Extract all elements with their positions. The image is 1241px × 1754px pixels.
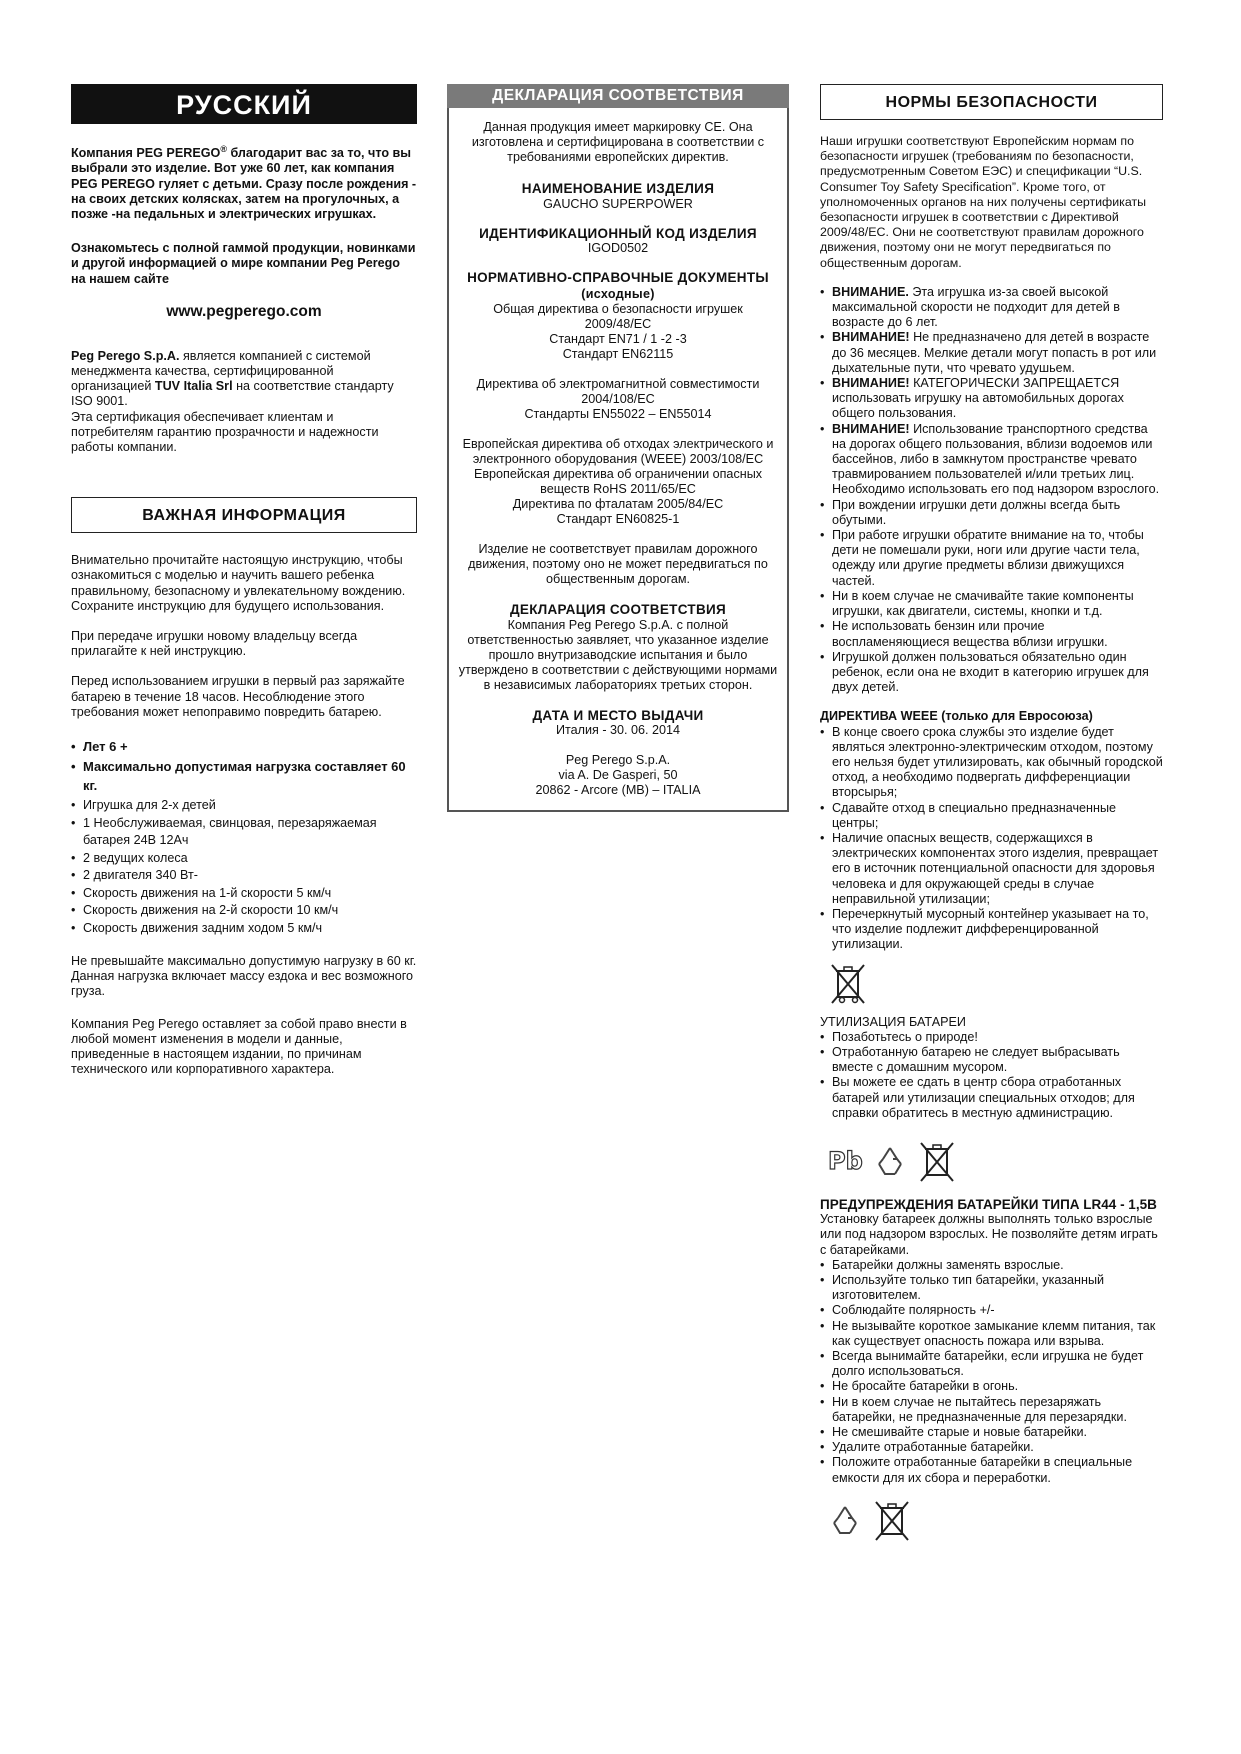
intro-text: благодарит вас за то, что вы выбрали это изделие. Вот уже 60 лет, как компания PEG PEREGO гуляет с детьми. Сразу после рождения - на своих детских колясках, затем на прогулочных, а позже -на педальных и электрических игрушках. (71, 146, 417, 221)
declaration-title: ДЕКЛАРАЦИЯ СООТВЕТСТВИЯ (447, 84, 789, 108)
spec-item: • Скорость движения на 1-й скорости 5 км/ч (71, 885, 417, 903)
company-paragraph (71, 349, 417, 410)
recycle-icon (873, 1144, 907, 1178)
important-p3: Перед использованием игрушки в первый раз заряжайте батарею в течение 18 часов. Несоблюдение этого требования может непоправимо повредить батарею. (71, 674, 405, 719)
lr44-item: • Соблюдайте полярность +/- (820, 1303, 1163, 1318)
lr44-list (820, 1258, 1163, 1486)
weee-title (820, 709, 1163, 724)
battery-disposal-list (820, 1030, 1163, 1121)
lr44-item: • Не бросайте батарейки в огонь. (820, 1379, 1163, 1394)
norm-docs-1: Общая директива о безопасности игрушек (493, 302, 743, 316)
warning-item: • Не использовать бензин или прочие воспламеняющиеся вещества вблизи игрушки. (820, 619, 1163, 649)
company-iso: на соответствие стандарту ISO 9001. (71, 379, 394, 409)
weee-item: • Перечеркнутый мусорный контейнер указывает на то, что изделие подлежит дифференцированной утилизации. (820, 907, 1163, 953)
product-name-title: НАИМЕНОВАНИЕ ИЗДЕЛИЯ (521, 181, 715, 196)
lr44-item: • Батарейки должны заменять взрослые. (820, 1258, 1163, 1273)
spec-item: • 2 двигателя 340 Вт- (71, 867, 417, 885)
intro-paragraph (71, 142, 417, 222)
spec-bold-list (71, 737, 417, 795)
lr44-item: • Удалите отработанные батарейки. (820, 1440, 1163, 1455)
phthalate-directive: Директива по фталатам 2005/84/ЕС (512, 497, 724, 511)
battery-icon-row (828, 1139, 1163, 1183)
battery-disposal-item: • Вы можете ее сдать в центр сбора отработанных батарей или утилизации специальных отходов; для справки обратитесь в местную администрацию. (820, 1075, 1163, 1121)
norm-docs-3: Стандарт EN71 / 1 -2 -3 (549, 332, 687, 346)
warning-item (820, 422, 1163, 498)
warning-lead: ВНИМАНИЕ! (832, 330, 910, 345)
lr44-item: • Положите отработанные батарейки в специальные емкости для их сбора и переработки. (820, 1455, 1163, 1485)
spec-max-load: • Максимально допустимая нагрузка составляет 60 кг. (71, 757, 417, 795)
weee-directive: Европейская директива об отходах электрического и электронного оборудования (WEEE) 2003/108/ЕС (462, 437, 774, 466)
date-title: ДАТА И МЕСТО ВЫДАЧИ (532, 707, 704, 723)
spec-item: • 1 Необслуживаемая, свинцовая, перезаряжаемая батарея 24В 12Ач (71, 815, 417, 850)
product-name: GAUCHO SUPERPOWER (543, 196, 693, 211)
lr44-intro: Установку батареек должны выполнять только взрослые или под надзором взрослых. Не позволяйте детям играть с батарейками. (820, 1212, 1158, 1257)
declaration-box (447, 108, 789, 812)
norm-docs-sub: (исходные) (581, 286, 655, 301)
tuv-name: TUV Italia Srl (154, 379, 233, 394)
norm-docs-title-text: НОРМАТИВНО-СПРАВОЧНЫЕ ДОКУМЕНТЫ (467, 270, 769, 285)
date-text: Италия - 30. 06. 2014 (555, 723, 681, 737)
warning-item (820, 330, 1163, 376)
address-1: Peg Perego S.p.A. (565, 753, 671, 767)
warning-item: • При работе игрушки обратите внимание на то, чтобы дети не помешали руки, ноги или другие части тела, одежду или другие предметы вблизи движущихся частей. (820, 528, 1163, 589)
lr44-item: • Используйте только тип батарейки, указанный изготовителем. (820, 1273, 1163, 1303)
emc-2: 2004/108/ЕС (581, 392, 655, 406)
decl-text: Компания Peg Perego S.p.A. с полной ответственностью заявляет, что указанное изделие прошло внутризаводские испытания и было утверждено в соответствии с действующими нормами в независимых лабораториях третьих сторон. (458, 617, 778, 692)
weee-item: • Сдавайте отход в специально предназначенные центры; (820, 801, 1163, 831)
important-p1: Внимательно прочитайте настоящую инструкцию, чтобы ознакомиться с моделью и научить вашего ребенка правильному, безопасному и увлекательному вождению. Сохраните инструкцию для будущего использования. (71, 553, 406, 613)
battery-disposal-title: УТИЛИЗАЦИЯ БАТАРЕИ (820, 1014, 966, 1029)
important-info-title: ВАЖНАЯ ИНФОРМАЦИЯ (71, 497, 417, 533)
load-note: Не превышайте максимально допустимую нагрузку в 60 кг. Данная нагрузка включает массу ездока и вес возможного груза. (71, 954, 417, 999)
left-column (71, 84, 417, 1077)
warning-text: КАТЕГОРИЧЕСКИ ЗАПРЕЩАЕТСЯ использовать игрушку на автомобильных дорогах общего пользования. (832, 376, 1124, 421)
intro-company: Компания PEG PEREGO (71, 146, 221, 161)
spec-age: • Лет 6 + (71, 737, 417, 757)
product-code: IGOD0502 (587, 241, 649, 255)
spec-item: • 2 ведущих колеса (71, 850, 417, 868)
lead-pb-icon: Pb (828, 1146, 863, 1175)
spec-list (71, 797, 417, 937)
warning-item: • Ни в коем случае не смачивайте такие компоненты игрушки, как двигатели, системы, кнопки и т.д. (820, 589, 1163, 619)
emc-1: Директива об электромагнитной совместимости (476, 377, 760, 391)
website-link[interactable]: www.pegperego.com (166, 302, 322, 320)
company-name: Peg Perego S.p.A. (71, 348, 180, 363)
middle-column (447, 84, 789, 812)
warning-lead: ВНИМАНИЕ. (832, 284, 909, 299)
weee-sub: (только для Евросоюза) (937, 709, 1093, 724)
lr44-item: • Ни в коем случае не пытайтесь перезаряжать батарейки, не предназначенные для перезарядки. (820, 1395, 1163, 1425)
warning-text: Эта игрушка из-за своей высокой максимальной скорости не подходит для детей в возрасте до 6 лет. (832, 284, 1120, 330)
battery-disposal-item: • Позаботьтесь о природе! (820, 1030, 1163, 1045)
lr44-title: ПРЕДУПРЕЖДЕНИЯ БАТАРЕЙКИ ТИПА LR44 - 1,5В (820, 1196, 1157, 1212)
safety-title: НОРМЫ БЕЗОПАСНОСТИ (820, 84, 1163, 120)
weee-list (820, 725, 1163, 953)
language-title: РУССКИЙ (71, 84, 417, 124)
battery-disposal-item: • Отработанную батарею не следует выбрасывать вместе с домашним мусором. (820, 1045, 1163, 1075)
warning-item (820, 285, 1163, 331)
warning-item: • При вождении игрушки дети должны всегда быть обутыми. (820, 498, 1163, 528)
norm-docs-title (455, 270, 781, 302)
weee-icon-row (828, 961, 1163, 1005)
weee-title-text: ДИРЕКТИВА WEEE (820, 709, 938, 724)
road-note: Изделие не соответствует правилам дорожного движения, поэтому оно не может передвигаться по общественным дорогам. (468, 542, 768, 586)
safety-intro: Наши игрушки соответствуют Европейским нормам по безопасности игрушек (требованиям по безопасности, предусмотренным Советом ЕЭС) и спецификации “U.S. Consumer Toy Safety Specification”. Кроме того, от уполномоченных органов на них получены сертификаты безопасности игрушек в соответствии с Директивой 2009/48/ЕС. Они не соответствуют правилам дорожного движения, поэтому они не могут передвигаться по общественным дорогам. (820, 134, 1147, 270)
norm-docs-2: 2009/48/ЕС (584, 317, 652, 331)
address-3: 20862 - Arcore (MB) – ITALIA (535, 783, 701, 797)
crossed-bin-icon (917, 1139, 957, 1183)
weee-item: • В конце своего срока службы это изделие будет являться электронно-электрическим отходом, поэтому его нельзя будет утилизировать, как обычный городской отход, а необходимо подвергать дифференциации вторсырья; (820, 725, 1163, 801)
decl-subtitle: ДЕКЛАРАЦИЯ СООТВЕТСТВИЯ (509, 602, 727, 617)
rights-note: Компания Peg Perego оставляет за собой право внести в любой момент изменения в модели и данные, приведенные в настоящем издании, по причинам технического или корпоративного характера. (71, 1016, 407, 1077)
crossed-bin-icon (828, 961, 868, 1005)
lr44-item: • Не вызывайте короткое замыкание клемм питания, так как существует опасность пожара или взрыва. (820, 1319, 1163, 1349)
rohs-directive: Европейская директива об ограничении опасных веществ RoHS 2011/65/ЕС (473, 467, 763, 496)
warning-lead: ВНИМАНИЕ! (832, 421, 910, 436)
warning-text: Использование транспортного средства на дорогах общего пользования, вблизи водоемов или бассейнов, либо в замкнутом пространстве чревато травмированием пользователей и/или третьих лиц. Необходимо использовать его под надзором взрослого. (832, 421, 1160, 497)
warning-text: Не предназначено для детей в возрасте до 36 месяцев. Мелкие детали могут попасть в рот или дыхательные пути, что чревато удушьем. (832, 330, 1157, 375)
spec-item: • Скорость движения на 2-й скорости 10 км/ч (71, 902, 417, 920)
lr44-icon-row (828, 1498, 1163, 1542)
spec-item: • Скорость движения задним ходом 5 км/ч (71, 920, 417, 938)
weee-item: • Наличие опасных веществ, содержащихся в электрических компонентах этого изделия, превращает его в источник потенциальной опасности для здоровья человека и для окружающей среды в случае неправильной утилизации; (820, 831, 1163, 907)
registered-mark: ® (220, 144, 227, 154)
visit-paragraph: Ознакомьтесь с полной гаммой продукции, новинками и другой информацией о мире компании Peg Perego на нашем сайте (71, 241, 416, 286)
recycle-icon (828, 1503, 862, 1537)
warning-item: • Игрушкой должен пользоваться обязательно один ребенок, если она не входит в категорию игрушек для двух детей. (820, 650, 1163, 696)
address-2: via A. De Gasperi, 50 (558, 768, 678, 782)
spec-item: • Игрушка для 2-х детей (71, 797, 417, 815)
ce-text: Данная продукция имеет маркировку СЕ. Она изготовлена и сертифицирована в соответствии с требованиями европейских директив. (471, 120, 765, 164)
std-en60825: Стандарт EN60825-1 (556, 512, 680, 526)
warning-lead: ВНИМАНИЕ! (832, 376, 910, 391)
right-column (820, 84, 1163, 1542)
company-text: является компанией с системой менеджмента качества, сертифицированной организацией (71, 348, 371, 394)
lr44-item: • Всегда вынимайте батарейки, если игрушка не будет долго использоваться. (820, 1349, 1163, 1379)
product-code-title: ИДЕНТИФИКАЦИОННЫЙ КОД ИЗДЕЛИЯ (479, 225, 757, 241)
crossed-bin-icon (872, 1498, 912, 1542)
emc-3: Стандарты EN55022 – EN55014 (524, 407, 712, 421)
company-cert-note: Эта сертификация обеспечивает клиентам и потребителям гарантию прозрачности и надежности работы компании. (71, 409, 379, 455)
important-p2: При передаче игрушки новому владельцу всегда прилагайте к ней инструкцию. (71, 629, 358, 659)
norm-docs-4: Стандарт EN62115 (562, 347, 674, 361)
safety-warnings (820, 285, 1163, 695)
lr44-item: • Не смешивайте старые и новые батарейки. (820, 1425, 1163, 1440)
warning-item (820, 376, 1163, 422)
